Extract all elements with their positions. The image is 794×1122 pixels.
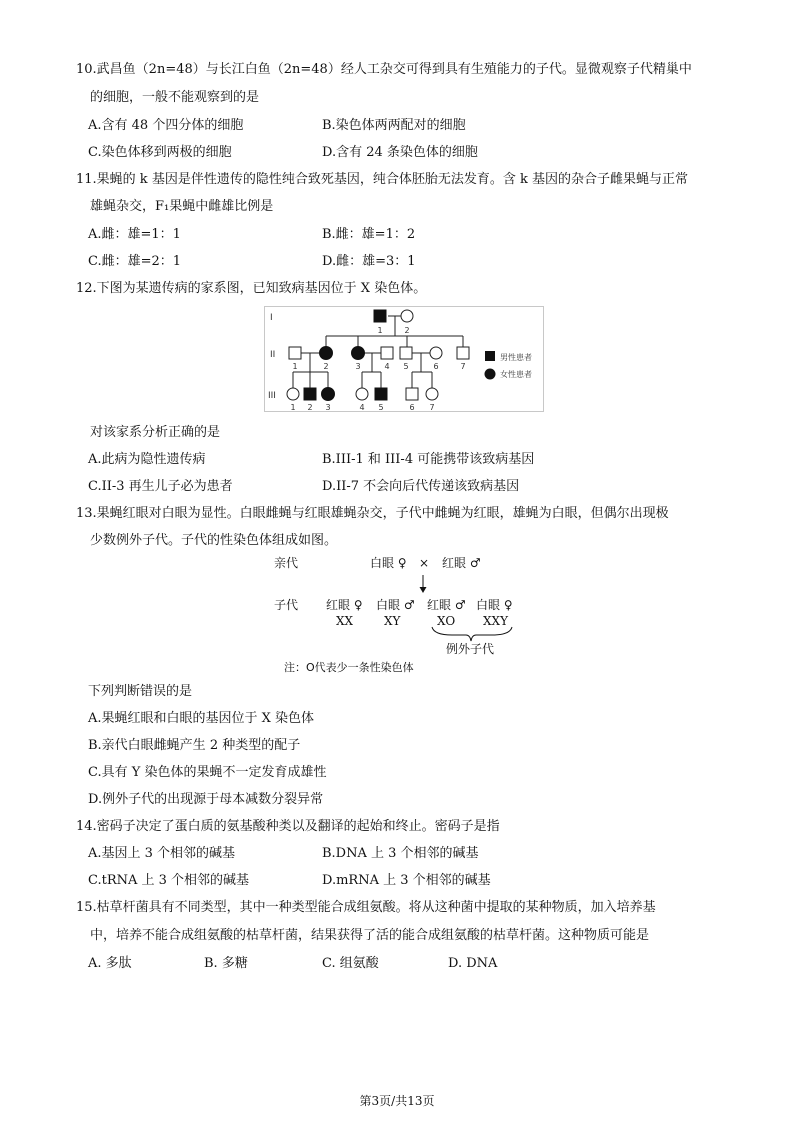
offspring-1-phenotype: 红眼 ♀	[326, 598, 363, 612]
q10-option-d: D.含有 24 条染色体的细胞	[322, 145, 478, 160]
pedigree-II1-normal-male	[289, 347, 301, 359]
pedigree-III6-normal-male	[406, 388, 418, 400]
q13-stem-line1: 13.果蝇红眼对白眼为显性。白眼雌蝇与红眼雄蝇杂交，子代中雌蝇为红眼，雄蝇为白眼，但偶尔出现极	[76, 506, 669, 521]
pedigree-II7-normal-male	[457, 347, 469, 359]
q11-option-b: B.雌：雄=1：2	[322, 227, 416, 242]
pedigree-number: 6	[409, 403, 415, 412]
q11-stem-line1: 11.果蝇的 k 基因是伴性遗传的隐性纯合致死基因，纯合体胚胎无法发育。含 k 基因的杂合子雌果蝇与正常	[76, 172, 688, 187]
q13-option-c: C.具有 Y 染色体的果蝇不一定发育成雄性	[88, 765, 327, 780]
q12-stem-line2: 对该家系分析正确的是	[90, 425, 221, 440]
q11-option-c: C.雌：雄=2：1	[88, 254, 182, 269]
pedigree-number: 5	[378, 403, 384, 412]
parent-male-label: 红眼 ♂	[442, 556, 481, 570]
pedigree-number: 7	[429, 403, 435, 412]
offspring-3-genotype: XO	[437, 614, 456, 628]
pedigree-number: 4	[359, 403, 365, 412]
pedigree-number: 3	[355, 362, 361, 371]
cross-diagram	[270, 553, 540, 673]
q12-option-c: C.II-3 再生儿子必为患者	[88, 479, 233, 494]
legend-male-patient-icon	[485, 351, 495, 361]
q13-option-b: B.亲代白眼雌蝇产生 2 种类型的配子	[88, 738, 301, 753]
q11-option-d: D.雌：雄=3：1	[322, 254, 416, 269]
q11-stem-line2: 雄蝇杂交，F₁果蝇中雌雄比例是	[90, 199, 274, 214]
offspring-generation-label: 子代	[274, 598, 299, 612]
pedigree-number: 2	[404, 326, 410, 335]
pedigree-II5-normal-male	[400, 347, 412, 359]
offspring-2-genotype: XY	[384, 614, 401, 628]
legend-female-patient-label: 女性患者	[500, 370, 532, 379]
pedigree-number: 2	[323, 362, 329, 371]
offspring-1-genotype: XX	[336, 614, 354, 628]
legend-male-patient-label: 男性患者	[500, 353, 532, 362]
q12-option-a: A.此病为隐性遗传病	[88, 452, 206, 467]
pedigree-I1-affected-male	[374, 310, 386, 322]
pedigree-II4-normal-male	[381, 347, 393, 359]
pedigree-number: 3	[325, 403, 331, 412]
pedigree-II3-affected-female	[352, 347, 365, 360]
pedigree-number: 6	[433, 362, 439, 371]
q10-option-c: C.染色体移到两极的细胞	[88, 145, 232, 160]
pedigree-III7-normal-female	[426, 388, 438, 400]
q11-option-a: A.雌：雄=1：1	[88, 227, 181, 242]
q15-option-b: B. 多糖	[204, 956, 248, 971]
q15-option-d: D. DNA	[448, 956, 498, 971]
q14-option-c: C.tRNA 上 3 个相邻的碱基	[88, 873, 250, 888]
pedigree-gen-label: II	[270, 350, 276, 360]
offspring-2-phenotype: 白眼 ♂	[376, 598, 415, 612]
parent-female-label: 白眼 ♀	[370, 556, 407, 570]
q14-option-a: A.基因上 3 个相邻的碱基	[88, 846, 236, 861]
exception-brace	[432, 627, 512, 641]
q15-option-c: C. 组氨酸	[322, 956, 379, 971]
pedigree-III1-normal-female	[287, 388, 299, 400]
pedigree-number: 7	[460, 362, 466, 371]
pedigree-number: 2	[307, 403, 313, 412]
legend-female-patient-icon	[485, 369, 496, 380]
pedigree-number: 4	[384, 362, 390, 371]
pedigree-number: 5	[403, 362, 409, 371]
offspring-3-phenotype: 红眼 ♂	[427, 598, 466, 612]
pedigree-number: 1	[292, 362, 298, 371]
pedigree-gen-label: III	[268, 391, 276, 401]
pedigree-I2-normal-female	[401, 310, 413, 322]
q10-option-a: A.含有 48 个四分体的细胞	[88, 118, 244, 133]
q13-stem-line2: 少数例外子代。子代的性染色体组成如图。	[90, 533, 338, 548]
page-footer: 第3页/共13页	[359, 1094, 435, 1108]
q14-option-b: B.DNA 上 3 个相邻的碱基	[322, 846, 479, 861]
q14-option-d: D.mRNA 上 3 个相邻的碱基	[322, 873, 491, 888]
pedigree-number: 1	[377, 326, 383, 335]
pedigree-III2-affected-male	[304, 388, 316, 400]
cross-arrow-head-icon	[420, 587, 427, 593]
q13-option-a: A.果蝇红眼和白眼的基因位于 X 染色体	[88, 711, 315, 726]
cross-symbol: ×	[419, 556, 430, 570]
pedigree-number: 1	[290, 403, 296, 412]
q15-option-a: A. 多肽	[88, 956, 132, 971]
q13-option-d: D.例外子代的出现源于母本减数分裂异常	[88, 792, 324, 807]
pedigree-III3-affected-female	[322, 388, 335, 401]
q10-stem-line2: 的细胞，一般不能观察到的是	[90, 90, 260, 105]
q10-option-b: B.染色体两两配对的细胞	[322, 118, 466, 133]
pedigree-II2-affected-female	[320, 347, 333, 360]
q15-stem-line1: 15.枯草杆菌具有不同类型，其中一种类型能合成组氨酸。将从这种菌中提取的某种物质，加入培养基	[76, 900, 656, 915]
offspring-4-phenotype: 白眼 ♀	[476, 598, 513, 612]
pedigree-III5-affected-male	[375, 388, 387, 400]
pedigree-III4-normal-female	[356, 388, 368, 400]
offspring-4-genotype: XXY	[483, 614, 509, 628]
figure-note: 注：O代表少一条性染色体	[284, 661, 414, 673]
pedigree-gen-label: I	[270, 313, 273, 323]
q12-option-d: D.II-7 不会向后代传递该致病基因	[322, 479, 520, 494]
q12-option-b: B.III-1 和 III-4 可能携带该致病基因	[322, 452, 535, 467]
q15-stem-line2: 中，培养不能合成组氨酸的枯草杆菌，结果获得了活的能合成组氨酸的枯草杆菌。这种物质可能是	[90, 928, 650, 943]
q13-stem-line3: 下列判断错误的是	[88, 684, 193, 699]
q12-stem-line1: 12.下图为某遗传病的家系图，已知致病基因位于 X 染色体。	[76, 281, 427, 296]
q10-stem-line1: 10.武昌鱼（2n=48）与长江白鱼（2n=48）经人工杂交可得到具有生殖能力的子代。显微观察子代精巢中	[76, 62, 692, 77]
pedigree-chart	[264, 306, 544, 412]
exception-offspring-label: 例外子代	[446, 642, 495, 656]
parent-generation-label: 亲代	[274, 556, 299, 570]
q14-stem-line1: 14.密码子决定了蛋白质的氨基酸种类以及翻译的起始和终止。密码子是指	[76, 819, 500, 834]
pedigree-II6-normal-female	[430, 347, 442, 359]
